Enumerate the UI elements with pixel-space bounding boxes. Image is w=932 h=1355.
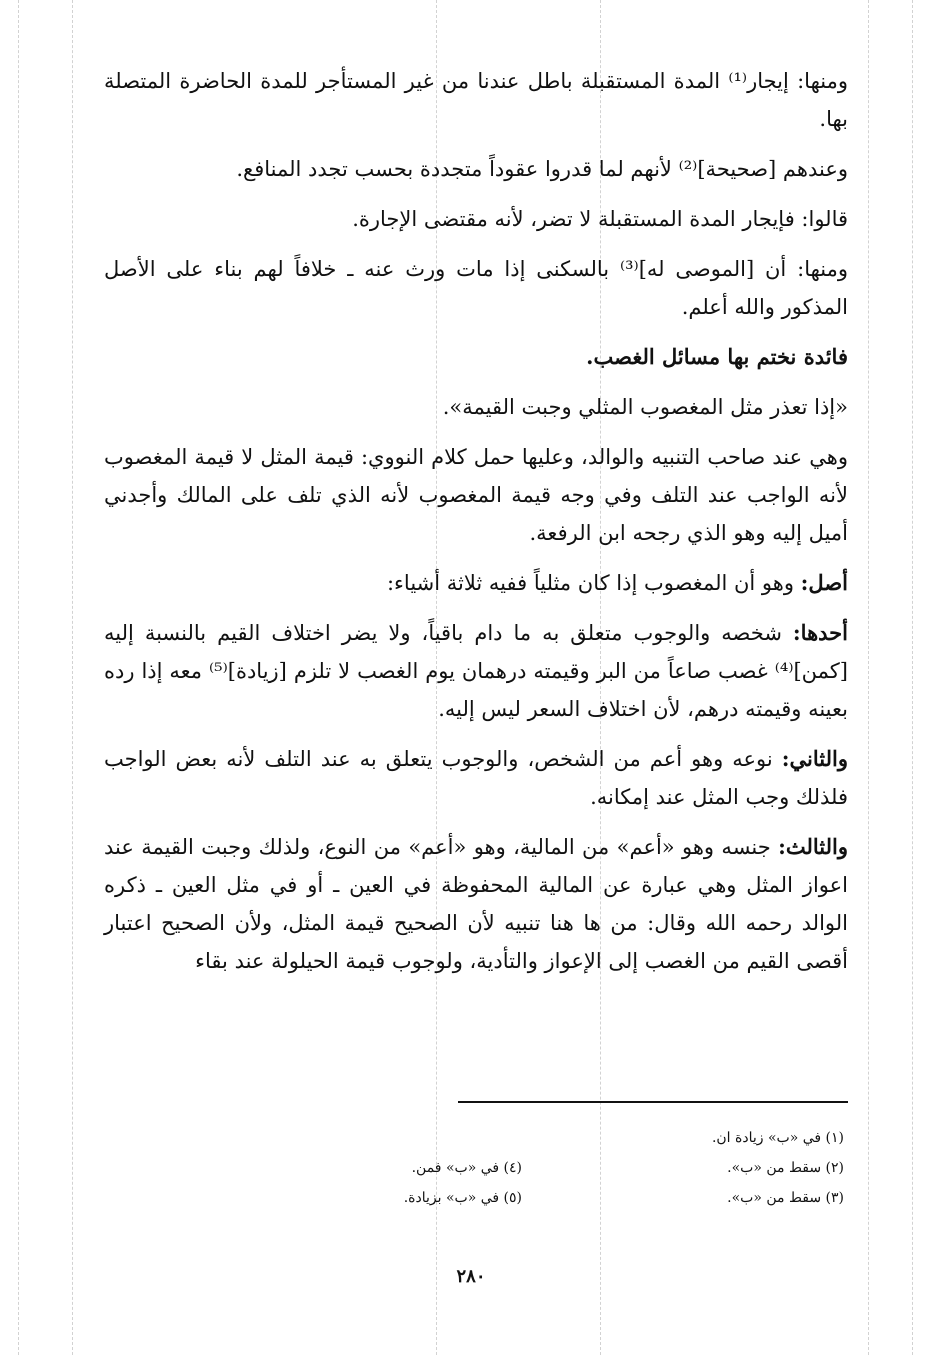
footnote: (٢) سقط من «ب». <box>727 1160 844 1176</box>
footnote: (٥) في «ب» بزيادة. <box>403 1190 522 1206</box>
footnote: (١) في «ب» زيادة ان. <box>711 1130 844 1146</box>
footnotes-left-column <box>302 1153 522 1213</box>
paragraph: والثاني: نوعه وهو أعم من الشخص، والوجوب يتعلق به عند التلف لأنه بعض الواجب فلذلك وجب المثل عند إمكانه. <box>104 746 848 809</box>
paragraph: ومنها: إيجار⁽¹⁾ المدة المستقبلة باطل عندنا من غير المستأجر للمدة الحاضرة المتصلة بها. <box>104 69 848 131</box>
paragraph: أحدها: شخصه والوجوب متعلق به ما دام باقياً، ولا يضر اختلاف القيم بالنسبة إليه [كمن]⁽⁴⁾ غصب صاعاً من البر وقيمته درهمان يوم الغصب لا تلزم [زيادة]⁽⁵⁾ معه إذا رده بعينه وقيمته درهم، لأن اختلاف السعر ليس إليه. <box>104 620 848 721</box>
paragraph: وهي عند صاحب التنبيه والوالد، وعليها حمل كلام النووي: قيمة المثل لا قيمة المغصوب لأنه الواجب عند التلف وفي وجه قيمة المغصوب لأنه الذي تلف على المالك وأجدني أميل إليه وهو الذي رجحه ابن الرفعة. <box>104 445 848 545</box>
paragraph: أصل: وهو أن المغصوب إذا كان مثلياً ففيه ثلاثة أشياء: <box>386 570 848 595</box>
scan-guide-line <box>72 0 73 1355</box>
paragraph: والثالث: جنسه وهو «أعم» من المالية، وهو «أعم» من النوع، ولذلك وجبت القيمة عند اعواز المثل وهي عبارة عن المالية المحفوظة في العين ـ أو في مثل العين ـ ذكره الوالد رحمه الله وقال: من ها هنا تنبيه لأن الصحيح قيمة المثل، ولأن الصحيح اعتبار أقصى القيم من الغصب إلى الإعواز والتأدية، ولوجوب قيمة الحيلولة عند بقاء <box>104 834 848 973</box>
paragraph: وعندهم [صحيحة]⁽²⁾ لأنهم لما قدروا عقوداً متجددة بحسب تجدد المنافع. <box>236 157 848 181</box>
main-text <box>104 62 848 992</box>
footnote: (٣) سقط من «ب». <box>727 1190 844 1206</box>
page-number: ٢٨٠ <box>456 1266 486 1287</box>
footnote: (٤) في «ب» فمن. <box>411 1160 522 1176</box>
footnote-separator <box>458 1101 848 1103</box>
footnotes-right-column <box>544 1123 844 1213</box>
scan-guide-line <box>18 0 19 1355</box>
paragraph: ومنها: أن [الموصى له]⁽³⁾ بالسكنى إذا مات ورث عنه ـ خلافاً لهم بناء على الأصل المذكور والله أعلم. <box>104 257 849 319</box>
rule-statement: «إذا تعذر مثل المغصوب المثلي وجبت القيمة». <box>442 395 848 419</box>
scan-guide-line <box>912 0 913 1355</box>
paragraph: قالوا: فإيجار المدة المستقبلة لا تضر، لأنه مقتضى الإجارة. <box>352 207 848 231</box>
section-heading: فائدة نختم بها مسائل الغصب. <box>586 344 848 369</box>
scan-guide-line <box>868 0 869 1355</box>
